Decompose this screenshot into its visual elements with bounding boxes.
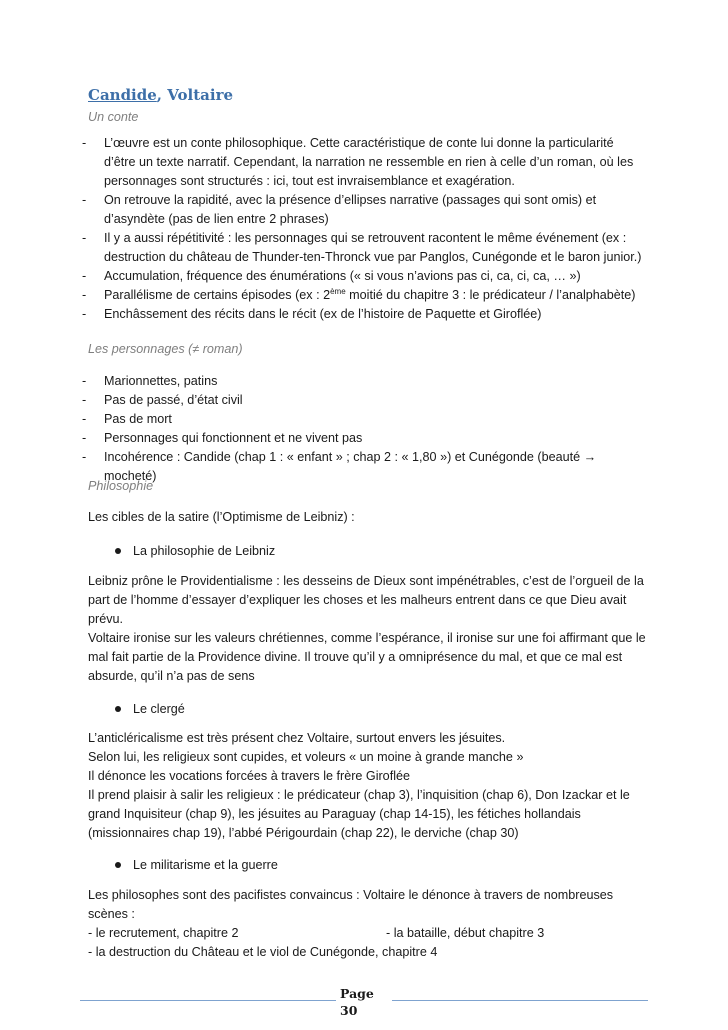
bullet-guerre: Le militarisme et la guerre [115,856,278,875]
list-item: - On retrouve la rapidité, avec la présence d’ellipses narrative (passages qui sont omis) et d’asyndète (pas de lien entre 2 phrases) [82,193,597,226]
list-item: - Pas de mort [82,412,172,426]
list-item: - Pas de passé, d’état civil [82,393,243,407]
footer-rule-right [392,1000,648,1001]
document-title [88,86,233,104]
personnages-list [0,372,728,486]
list-item: - Enchâssement des récits dans le récit (ex de l’histoire de Paquette et Giroflée) [82,307,542,321]
bullet-leibniz: La philosophie de Leibniz [115,542,275,561]
title-author: Voltaire [167,86,234,104]
guerre-paragraph: Les philosophes sont des pacifistes convaincus : Voltaire le dénonce à travers de nombreuses scènes : - le recrutement, chapitre 2 - la bataille, début chapitre 3 - la destruction du Château et le viol de Cunégonde, chapitre 4 [88,888,614,959]
bullet-dot-icon [115,862,121,868]
bullet-dot-icon [115,548,121,554]
title-separator: , [156,86,163,104]
heading-personnages: Les personnages (≠ roman) [88,342,243,356]
footer-rule-left [80,1000,336,1001]
list-item: - Il y a aussi répétitivité : les personnages qui se retrouvent racontent le même événement (ex : destruction du château de Thunder-ten-Thronck vue par Panglos, Cunégonde et le baron junior.) [82,231,642,264]
leibniz-paragraph: Leibniz prône le Providentialisme : les desseins de Dieux sont impénétrables, c’est de l’orgueil de la part de l’homme d’essayer d’expliquer les choses et les malheurs entrent dans ce que Dieu avait prévu. Voltaire ironise sur les valeurs chrétiennes, comme l’espérance, il ironise sur une foi affirmant que le mal fait partie de la Providence divine. Il trouve qu’il y a omniprésence du mal, et que ce mal est absurde, qu’il n’a pas de sens [88,574,646,683]
clerge-paragraph: L’anticléricalisme est très présent chez Voltaire, surtout envers les jésuites. Selon lui, les religieux sont cupides, et voleurs « un moine à grande manche » Il dénonce les vocations forcées à travers le frère Giroflée Il prend plaisir à salir les religieux : le prédicateur (chap 3), l’inquisition (chap 6), Don Izackar et le grand Inquisiteur (chap 9), les jésuites au Paraguay (chap 14-15), les fétiches hollandais (missionnaires chap 19), l’abbé Périgourdain (chap 22), le derviche (chap 30) [88,731,630,840]
list-item: - Incohérence : Candide (chap 1 : « enfant » ; chap 2 : « 1,80 ») et Cunégonde (beauté → mocheté) [82,450,597,483]
list-item: - L’œuvre est un conte philosophique. Cette caractéristique de conte lui donne la particularité d’être un texte narratif. Cependant, la narration ne ressemble en rien à celle d’un roman, où les personnages sont structurés : ici, tout est invraisemblance et exagération. [82,136,634,188]
title-work: Candide [88,86,157,104]
bullet-clerge: Le clergé [115,700,185,719]
list-item: - Marionnettes, patins [82,374,218,388]
bullet-dot-icon [115,706,121,712]
page-number: Page 30 [340,986,374,1018]
heading-philosophie: Philosophie [88,479,154,493]
list-item: - Accumulation, fréquence des énumérations (« si vous n’avions pas ci, ca, ci, ca, … ») [82,269,581,283]
conte-list [0,134,728,324]
philosophie-intro: Les cibles de la satire (l’Optimisme de Leibniz) : [88,510,355,524]
list-item: - Personnages qui fonctionnent et ne vivent pas [82,431,363,445]
heading-un-conte: Un conte [88,110,139,124]
list-item: - Parallélisme de certains épisodes (ex : 2ème moitié du chapitre 3 : le prédicateur / l’analphabète) [82,286,636,302]
